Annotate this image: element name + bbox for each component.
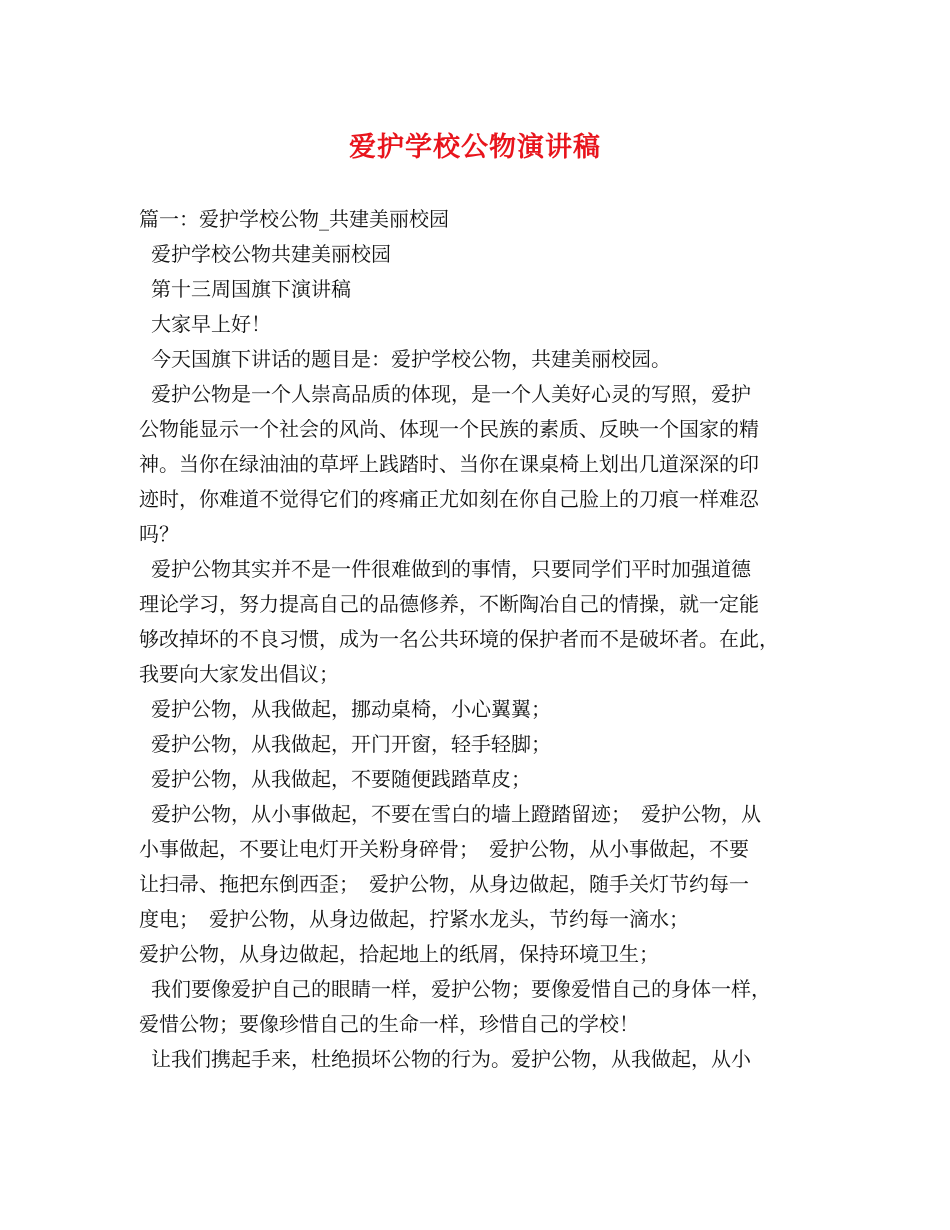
body-line: 爱惜公物；要像珍惜自己的生命一样，珍惜自己的学校！: [139, 1012, 639, 1036]
document-title: 爱护学校公物演讲稿: [349, 132, 601, 163]
body-line: 大家早上好！: [151, 312, 271, 336]
body-line: 爱护公物，从小事做起，不要在雪白的墙上蹬踏留迹； 爱护公物，从: [151, 802, 761, 826]
body-line: 爱护公物，从我做起，挪动桌椅，小心翼翼；: [151, 697, 551, 721]
body-line: 够改掉坏的不良习惯，成为一名公共环境的保护者而不是破坏者。在此，: [139, 627, 779, 651]
body-line: 度电； 爱护公物，从身边做起，拧紧水龙头，节约每一滴水；: [139, 907, 689, 931]
body-line: 篇一：爱护学校公物_共建美丽校园: [139, 207, 449, 231]
body-line: 吗？: [139, 522, 179, 546]
body-line: 爱护公物，从我做起，开门开窗，轻手轻脚；: [151, 732, 551, 756]
body-line: 神。当你在绿油油的草坪上践踏时、当你在课桌椅上划出几道深深的印: [139, 452, 759, 476]
body-line: 理论学习，努力提高自己的品德修养，不断陶冶自己的情操，就一定能: [139, 592, 759, 616]
body-line: 爱护公物是一个人崇高品质的体现，是一个人美好心灵的写照，爱护: [151, 382, 751, 406]
body-line: 第十三周国旗下演讲稿: [151, 277, 351, 301]
body-line: 我们要像爱护自己的眼睛一样，爱护公物；要像爱惜自己的身体一样，: [151, 977, 771, 1001]
body-line: 爱护公物，从我做起，不要随便践踏草皮；: [151, 767, 531, 791]
body-line: 我要向大家发出倡议；: [139, 662, 339, 686]
body-line: 今天国旗下讲话的题目是：爱护学校公物，共建美丽校园。: [151, 347, 671, 371]
body-line: 爱护学校公物共建美丽校园: [151, 242, 391, 266]
body-line: 让我们携起手来，杜绝损坏公物的行为。爱护公物，从我做起，从小: [151, 1047, 751, 1071]
document-body: [139, 202, 829, 1077]
body-line: 爱护公物其实并不是一件很难做到的事情，只要同学们平时加强道德: [151, 557, 751, 581]
body-line: 让扫帚、拖把东倒西歪； 爱护公物，从身边做起，随手关灯节约每一: [139, 872, 749, 896]
body-line: 爱护公物，从身边做起，拾起地上的纸屑，保持环境卫生；: [139, 942, 659, 966]
body-line: 小事做起，不要让电灯开关粉身碎骨； 爱护公物，从小事做起，不要: [139, 837, 749, 861]
body-line: 公物能显示一个社会的风尚、体现一个民族的素质、反映一个国家的精: [139, 417, 759, 441]
body-line: 迹时，你难道不觉得它们的疼痛正尤如刻在你自己脸上的刀痕一样难忍: [139, 487, 759, 511]
